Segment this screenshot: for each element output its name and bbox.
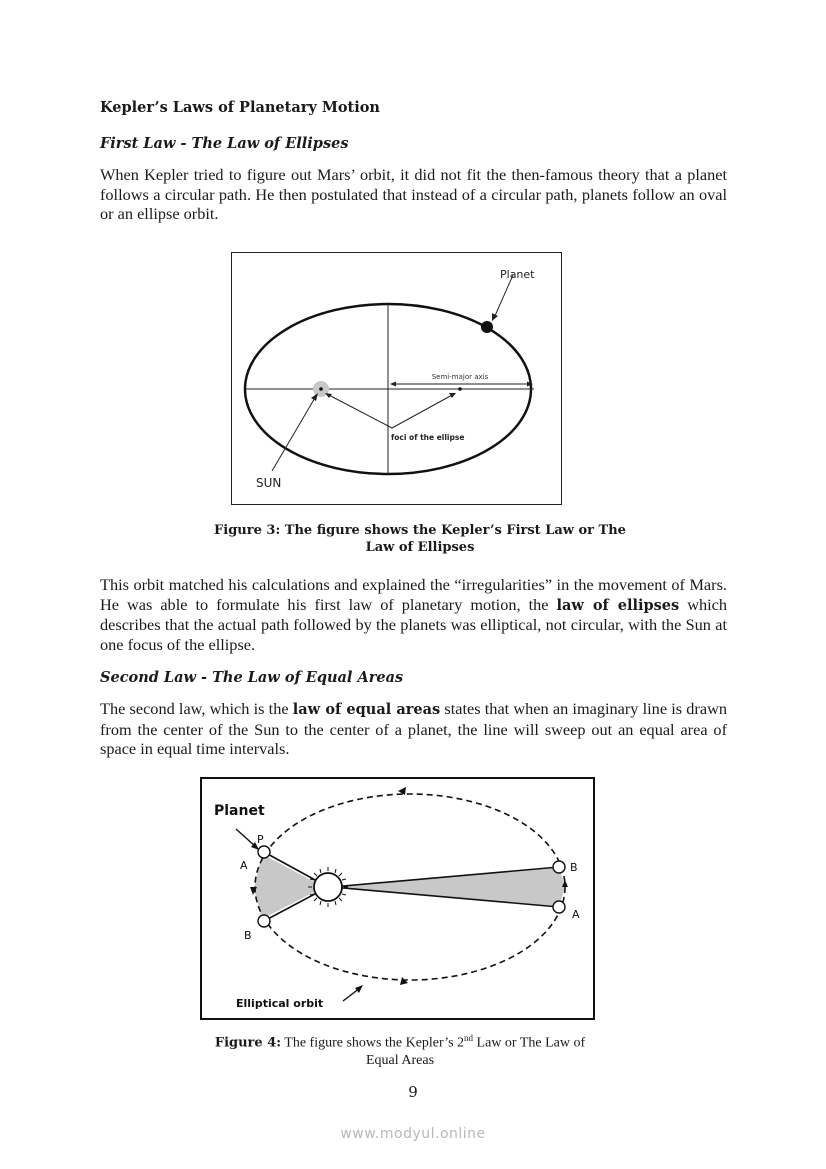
label-a-right: A: [572, 908, 580, 921]
label-a-left: A: [240, 859, 248, 872]
planet-label: Planet: [214, 803, 265, 819]
page-number: 9: [408, 1083, 418, 1101]
figure-3-ellipse-diagram: [231, 252, 562, 505]
label-b-left: B: [244, 929, 252, 942]
paragraph-law-of-ellipses: [100, 575, 727, 654]
para2-text-pre: This orbit matched his calculations and explained the “irregularities” in the movement of Mars. He was able to formulate his first law of planetary motion, the: [100, 575, 727, 614]
para2-text-post: which describes that the actual path followed by the planets was elliptical, not circular, with the Sun at one focus of the ellipse.: [100, 594, 727, 654]
label-p: P: [257, 833, 264, 846]
planet-position-a-right-icon: [553, 901, 565, 913]
figure-4-caption-sup: nd: [464, 1033, 474, 1043]
figure-3-caption: [200, 522, 640, 556]
planet-position-b-left-icon: [258, 915, 270, 927]
sun-icon: [308, 867, 348, 907]
figure-4-caption-label: Figure 4:: [214, 1035, 282, 1051]
planet-position-b-right-icon: [553, 861, 565, 873]
paragraph-first-law-intro: When Kepler tried to figure out Mars’ orbit, it did not fit the then-famous theory that a planet follows a circular path. He then postulated that instead of a circular path, planets follow an oval or an ellipse orbit.: [100, 165, 727, 223]
watermark: www.modyul.online: [340, 1126, 486, 1142]
planet-position-p-icon: [258, 846, 270, 858]
paragraph-law-of-equal-areas: [100, 699, 727, 759]
figure-4-caption: [200, 1030, 600, 1069]
figure-4-caption-post: Law or The Law of Equal Areas: [365, 1035, 586, 1068]
para3-text-post: states that when an imaginary line is drawn from the center of the Sun to the center of a planet, the line will sweep out an equal area of space in equal time intervals.: [100, 699, 727, 758]
term-law-of-equal-areas: law of equal areas: [292, 701, 441, 718]
figure-3-caption-label: Figure 3:: [214, 523, 281, 538]
elliptical-orbit-label: Elliptical orbit: [236, 997, 324, 1010]
label-b-right: B: [570, 861, 578, 874]
page-title: Kepler’s Laws of Planetary Motion: [100, 99, 380, 116]
figure-4-equal-areas-diagram: [200, 777, 595, 1020]
term-law-of-ellipses: law of ellipses: [556, 596, 680, 614]
figure-4-caption-pre: The figure shows the Kepler’s 2: [281, 1035, 465, 1051]
para3-text-pre: The second law, which is the: [100, 699, 293, 718]
foci-label: foci of the ellipse: [391, 433, 465, 442]
figure-3-caption-text: The figure shows the Kepler’s First Law or The Law of Ellipses: [280, 523, 626, 555]
section-heading-first-law: First Law - The Law of Ellipses: [100, 135, 349, 152]
planet-label: Planet: [500, 268, 535, 281]
section-heading-second-law: Second Law - The Law of Equal Areas: [100, 669, 404, 686]
sun-label: SUN: [256, 476, 282, 490]
semi-major-axis-label: Semi-major axis: [431, 373, 489, 381]
